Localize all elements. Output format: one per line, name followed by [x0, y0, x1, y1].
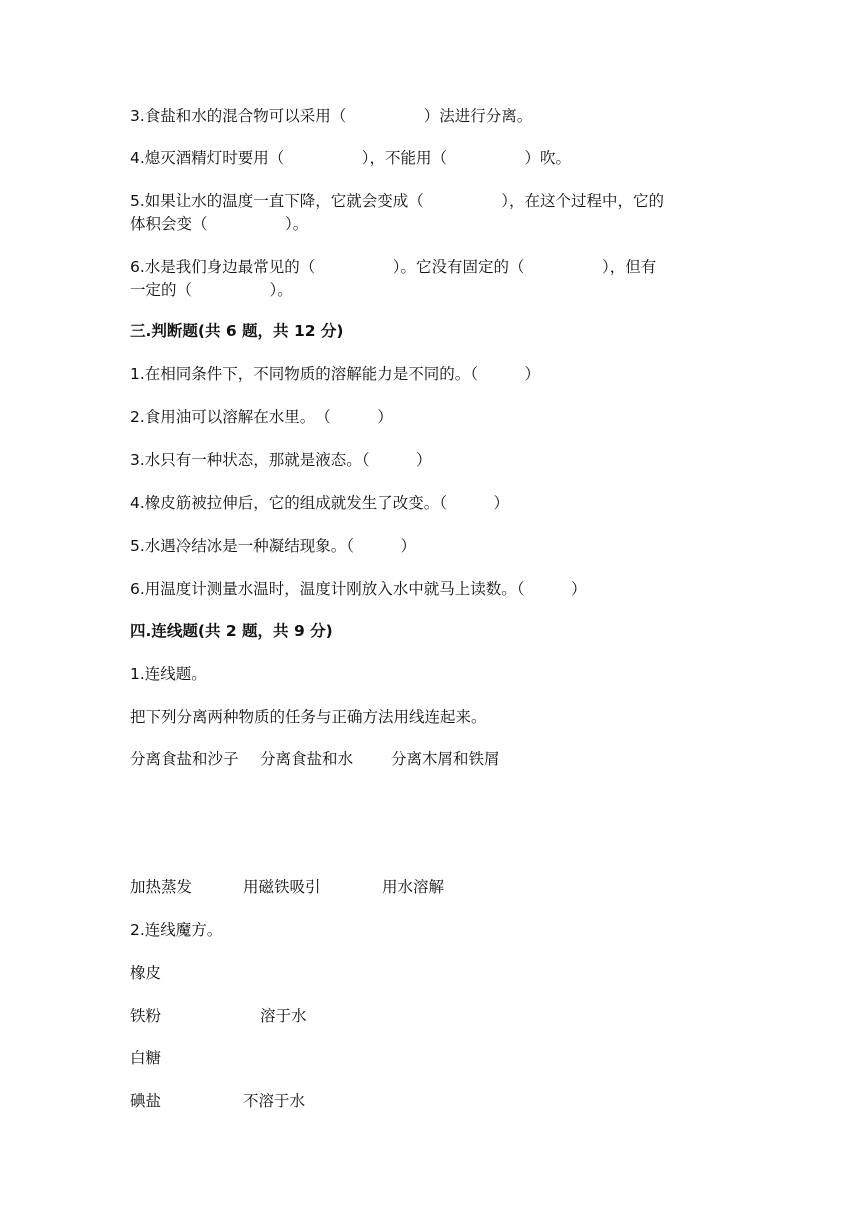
matching-method-2: 用磁铁吸引 — [243, 878, 321, 896]
judgement-item-1: 1.在相同条件下，不同物质的溶解能力是不同的。（ ） — [130, 365, 541, 383]
matching-question-2-label: 2.连线魔方。 — [130, 921, 223, 939]
judgement-item-5: 5.水遇冷结冰是一种凝结现象。（ ） — [130, 537, 417, 555]
substance-item-3: 白糖 — [130, 1049, 162, 1067]
fill-blank-question-4: 4.熄灭酒精灯时要用（ ），不能用（ ）吹。 — [130, 149, 572, 167]
matching-task-1: 分离食盐和沙子 — [130, 750, 239, 768]
matching-method-3: 用水溶解 — [382, 878, 445, 896]
judgement-item-4: 4.橡皮筋被拉伸后，它的组成就发生了改变。（ ） — [130, 494, 510, 512]
fill-blank-question-6-line2: 一定的（ ）。 — [130, 281, 293, 299]
matching-question-1-instruction: 把下列分离两种物质的任务与正确方法用线连起来。 — [130, 708, 487, 726]
matching-question-1-label: 1.连线题。 — [130, 665, 207, 683]
judgement-item-2: 2.食用油可以溶解在水里。 （ ） — [130, 408, 393, 426]
judgement-item-6: 6.用温度计测量水温时，温度计刚放入水中就马上读数。（ ） — [130, 580, 587, 598]
property-item-2: 不溶于水 — [243, 1092, 306, 1110]
substance-item-2: 铁粉 — [130, 1007, 162, 1025]
property-item-1: 溶于水 — [260, 1007, 307, 1025]
fill-blank-question-5-line1: 5.如果让水的温度一直下降，它就会变成（ ），在这个过程中，它的 — [130, 192, 665, 210]
section-title-judgement: 三.判断题(共 6 题，共 12 分) — [130, 322, 344, 340]
fill-blank-question-3: 3.食盐和水的混合物可以采用（ ）法进行分离。 — [130, 107, 533, 125]
substance-item-1: 橡皮 — [130, 964, 162, 982]
substance-item-4: 碘盐 — [130, 1092, 162, 1110]
matching-task-3: 分离木屑和铁屑 — [391, 750, 500, 768]
matching-task-2: 分离食盐和水 — [260, 750, 354, 768]
matching-method-1: 加热蒸发 — [130, 878, 193, 896]
fill-blank-question-5-line2: 体积会变（ ）。 — [130, 215, 309, 233]
judgement-item-3: 3.水只有一种状态，那就是液态。（ ） — [130, 451, 432, 469]
section-title-matching: 四.连线题(共 2 题，共 9 分) — [130, 622, 333, 640]
fill-blank-question-6-line1: 6.水是我们身边最常见的（ ）。它没有固定的（ ），但有 — [130, 258, 657, 276]
